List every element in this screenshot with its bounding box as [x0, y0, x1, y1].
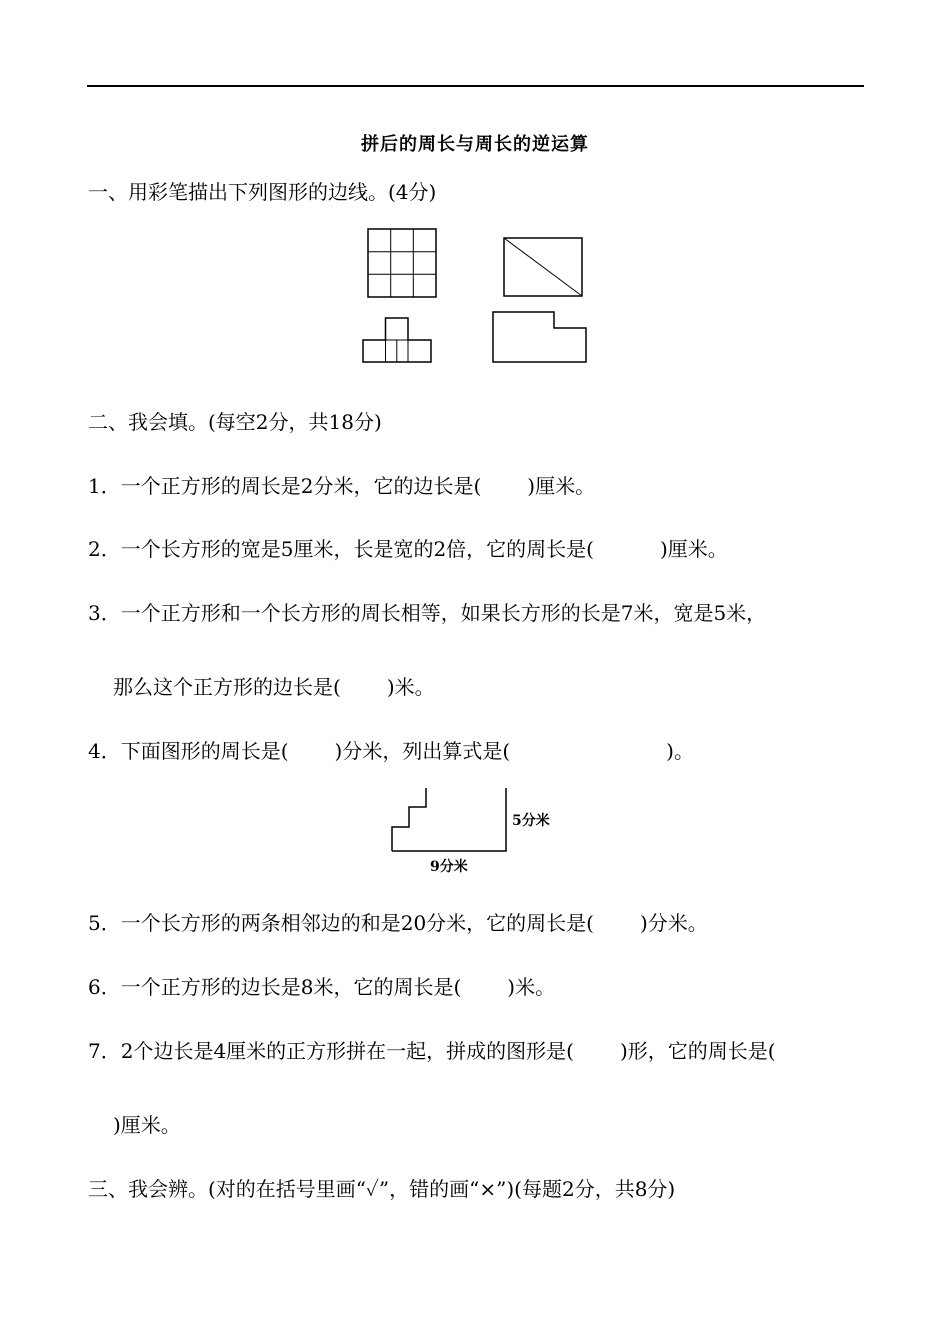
q2-text-a: 2．一个长方形的宽是5厘米，长是宽的2倍，它的周长是(: [88, 537, 594, 561]
q7-text-a: 7．2个边长是4厘米的正方形拼在一起，拼成的图形是(: [88, 1039, 574, 1063]
q3-text-a: 那么这个正方形的边长是(: [113, 675, 341, 699]
figure-staircase: [388, 785, 568, 880]
question-1: [88, 472, 595, 500]
q4-text-a: 4．下面图形的周长是(: [88, 739, 289, 763]
question-2: [88, 535, 728, 563]
question-7-line2: )厘米。: [113, 1113, 181, 1137]
q5-text-a: 5．一个长方形的两条相邻边的和是20分米，它的周长是(: [88, 911, 594, 935]
figure-rect-diagonal: [502, 236, 584, 298]
section1-heading: 一、用彩笔描出下列图形的边线。(4分): [88, 180, 437, 204]
question-6: [88, 973, 555, 1001]
width-label: 9分米: [430, 859, 468, 875]
figure-notched-rect: [491, 310, 589, 364]
figure-grid-square: [366, 227, 438, 299]
question-3-line1: 3．一个正方形和一个长方形的周长相等，如果长方形的长是7米，宽是5米，: [88, 601, 767, 625]
section2-heading: 二、我会填。(每空2分，共18分): [88, 410, 382, 434]
q2-text-b: )厘米。: [659, 537, 728, 561]
height-label: 5分米: [512, 813, 550, 829]
q1-text-b: )厘米。: [527, 474, 596, 498]
q5-text-b: )分米。: [639, 911, 708, 935]
q3-text-b: )米。: [386, 675, 435, 699]
question-5: [88, 909, 708, 937]
question-4: [88, 737, 694, 765]
q6-text-a: 6．一个正方形的边长是8米，它的周长是(: [88, 975, 462, 999]
q4-text-c: )。: [666, 739, 694, 763]
q4-text-b: )分米，列出算式是(: [334, 739, 511, 763]
q1-text-a: 1．一个正方形的周长是2分米，它的边长是(: [88, 474, 482, 498]
section3-heading: 三、我会辨。(对的在括号里画“✓”，错的画“×”)(每题2分，共8分): [88, 1177, 676, 1201]
q6-text-b: )米。: [507, 975, 556, 999]
q7-text-b: )形，它的周长是(: [619, 1039, 776, 1063]
question-7-line1: [88, 1037, 776, 1065]
question-3-line2: [113, 673, 435, 701]
page-title: 拼后的周长与周长的逆运算: [361, 134, 589, 155]
top-rule: [87, 85, 864, 87]
figure-t-blocks: [361, 316, 433, 364]
